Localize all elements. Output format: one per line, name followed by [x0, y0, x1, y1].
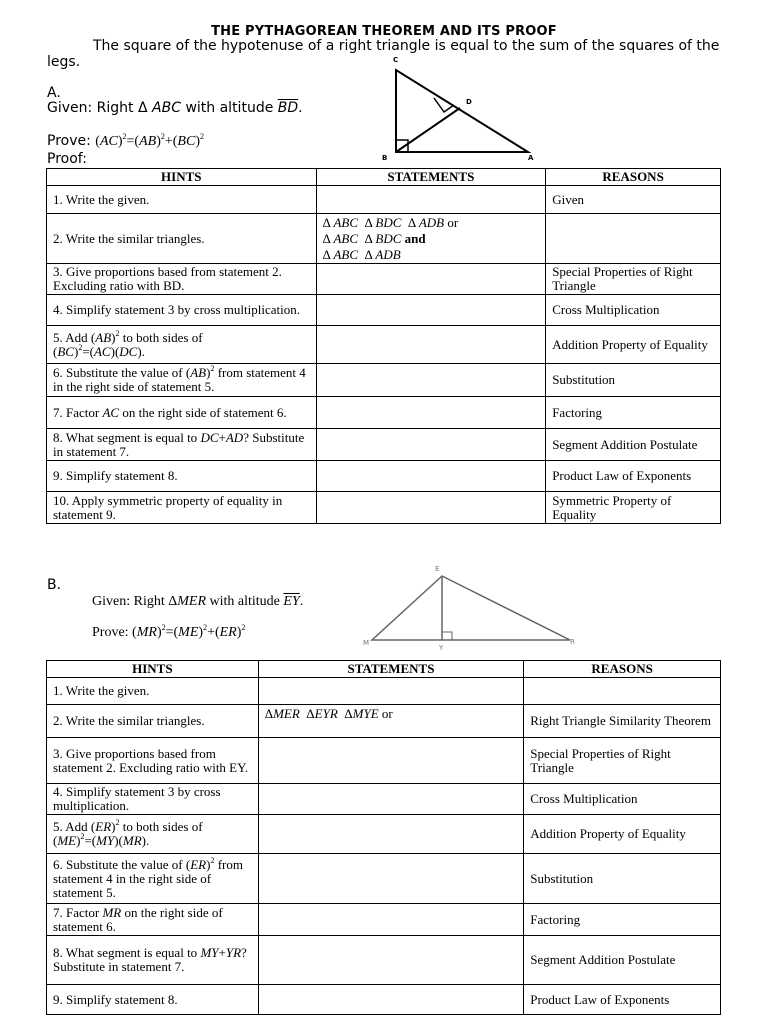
hint-cell: 5. Add (AB)$^2$ to both sides of (BC)$^2$=(AC)(DC).	[47, 326, 317, 364]
statement-cell[interactable]	[316, 264, 546, 295]
label-r: R	[570, 638, 575, 646]
part-a-prove: Prove: (AC)$^2$=(AB)$^2$+(BC)$^2$	[47, 132, 204, 149]
table-row	[47, 784, 721, 815]
reason-cell: Substitution	[546, 364, 721, 397]
statement-cell[interactable]	[258, 904, 524, 936]
statement-cell[interactable]	[316, 461, 546, 492]
reason-cell	[546, 214, 721, 264]
header-statements: STATEMENTS	[316, 169, 546, 186]
hint-cell: 8. What segment is equal to MY+YR? Substitute in statement 7.	[47, 936, 259, 985]
hint-cell: 9. Simplify statement 8.	[47, 461, 317, 492]
reason-cell: Segment Addition Postulate	[524, 936, 721, 985]
hint-cell: 10. Apply symmetric property of equality in statement 9.	[47, 492, 317, 524]
table-row	[47, 364, 721, 397]
reason-cell: Addition Property of Equality	[524, 815, 721, 854]
hint-cell: 2. Write the similar triangles.	[47, 214, 317, 264]
reason-cell: Special Properties of Right Triangle	[524, 738, 721, 784]
reason-cell: Product Law of Exponents	[546, 461, 721, 492]
statement-cell[interactable]	[316, 214, 546, 264]
label-d: D	[466, 98, 472, 106]
table-row	[47, 985, 721, 1015]
hint-cell: 1. Write the given.	[47, 678, 259, 705]
header-statements: STATEMENTS	[258, 661, 524, 678]
table-row	[47, 429, 721, 461]
reason-cell: Substitution	[524, 854, 721, 904]
hint-cell: 8. What segment is equal to DC+AD? Substitute in statement 7.	[47, 429, 317, 461]
statement-line: Δ ABC Δ BDC and	[322, 230, 426, 246]
statement-cell[interactable]	[316, 326, 546, 364]
part-b-prove: Prove: (MR)$^2$=(ME)$^2$+(ER)$^2$	[92, 623, 246, 640]
statement-cell[interactable]	[316, 429, 546, 461]
reason-cell: Symmetric Property of Equality	[546, 492, 721, 524]
statement-cell[interactable]	[316, 295, 546, 326]
hint-cell: 7. Factor MR on the right side of statement 6.	[47, 904, 259, 936]
label-m: M	[363, 639, 370, 647]
reason-cell: Cross Multiplication	[546, 295, 721, 326]
triangle-mer-diagram	[360, 562, 585, 654]
table-row	[47, 815, 721, 854]
part-a-label: A.	[47, 85, 61, 101]
hint-cell: 7. Factor AC on the right side of statement 6.	[47, 397, 317, 429]
reason-cell: Factoring	[524, 904, 721, 936]
reason-cell: Right Triangle Similarity Theorem	[524, 705, 721, 738]
table-row	[47, 461, 721, 492]
hint-cell: 2. Write the similar triangles.	[47, 705, 259, 738]
header-reasons: REASONS	[546, 169, 721, 186]
proof-table-a	[46, 168, 721, 524]
statement-cell[interactable]	[316, 397, 546, 429]
hint-cell: 1. Write the given.	[47, 186, 317, 214]
statement-cell[interactable]	[258, 815, 524, 854]
part-b-given: Given: Right ΔMER with altitude $\overline{EY}$.	[92, 594, 304, 609]
header-reasons: REASONS	[524, 661, 721, 678]
header-hints: HINTS	[47, 661, 259, 678]
statement-cell[interactable]	[258, 738, 524, 784]
label-y: Y	[439, 644, 444, 652]
table-row	[47, 326, 721, 364]
reason-cell	[524, 678, 721, 705]
table-row	[47, 936, 721, 985]
part-a-given: Given: Right Δ ABC with altitude $\overline{BD}$.	[47, 100, 303, 116]
table-row	[47, 186, 721, 214]
label-c: C	[393, 56, 399, 64]
statement-cell[interactable]	[258, 936, 524, 985]
hint-cell: 4. Simplify statement 3 by cross multiplication.	[47, 295, 317, 326]
hint-cell: 6. Substitute the value of (ER)$^2$ from statement 4 in the right side of statement 5.	[47, 854, 259, 904]
statement-cell[interactable]	[258, 678, 524, 705]
table-row	[47, 904, 721, 936]
table-row	[47, 397, 721, 429]
triangle-abc-diagram	[378, 52, 548, 164]
statement-line: Δ ABC Δ BDC Δ ADB or	[322, 214, 459, 230]
reason-cell: Special Properties of Right Triangle	[546, 264, 721, 295]
reason-cell: Factoring	[546, 397, 721, 429]
table-row	[47, 738, 721, 784]
part-a-proof-label: Proof:	[47, 151, 87, 167]
table-row	[47, 264, 721, 295]
reason-cell: Product Law of Exponents	[524, 985, 721, 1015]
table-row	[47, 705, 721, 738]
statement-cell[interactable]	[316, 492, 546, 524]
statement-cell[interactable]: ΔMER ΔEYR ΔMYE or	[258, 705, 524, 738]
hint-cell: 9. Simplify statement 8.	[47, 985, 259, 1015]
hint-cell: 5. Add (ER)$^2$ to both sides of (ME)$^2$=(MY)(MR).	[47, 815, 259, 854]
proof-table-b	[46, 660, 721, 1015]
table-row	[47, 678, 721, 705]
label-b: B	[382, 154, 388, 162]
reason-cell: Cross Multiplication	[524, 784, 721, 815]
reason-cell: Addition Property of Equality	[546, 326, 721, 364]
reason-cell: Given	[546, 186, 721, 214]
table-row	[47, 854, 721, 904]
label-a: A	[528, 154, 534, 162]
header-hints: HINTS	[47, 169, 317, 186]
statement-cell[interactable]	[258, 985, 524, 1015]
statement-cell[interactable]	[316, 364, 546, 397]
statement-line: Δ ABC Δ ADB	[322, 246, 401, 262]
page-title: THE PYTHAGOREAN THEOREM AND ITS PROOF	[211, 24, 557, 39]
label-e: E	[435, 565, 440, 573]
intro-text: The square of the hypotenuse of a right triangle is equal to the sum of the squares of the legs.	[47, 38, 720, 70]
hint-cell: 3. Give proportions based from statement 2. Excluding ratio with EY.	[47, 738, 259, 784]
table-row	[47, 492, 721, 524]
table-row	[47, 295, 721, 326]
hint-cell: 4. Simplify statement 3 by cross multiplication.	[47, 784, 259, 815]
reason-cell: Segment Addition Postulate	[546, 429, 721, 461]
table-row	[47, 214, 721, 264]
hint-cell: 3. Give proportions based from statement 2. Excluding ratio with BD.	[47, 264, 317, 295]
hint-cell: 6. Substitute the value of (AB)$^2$ from statement 4 in the right side of statement 5.	[47, 364, 317, 397]
statement-cell[interactable]	[258, 854, 524, 904]
part-b-label: B.	[47, 577, 62, 593]
statement-cell[interactable]	[316, 186, 546, 214]
statement-cell[interactable]	[258, 784, 524, 815]
